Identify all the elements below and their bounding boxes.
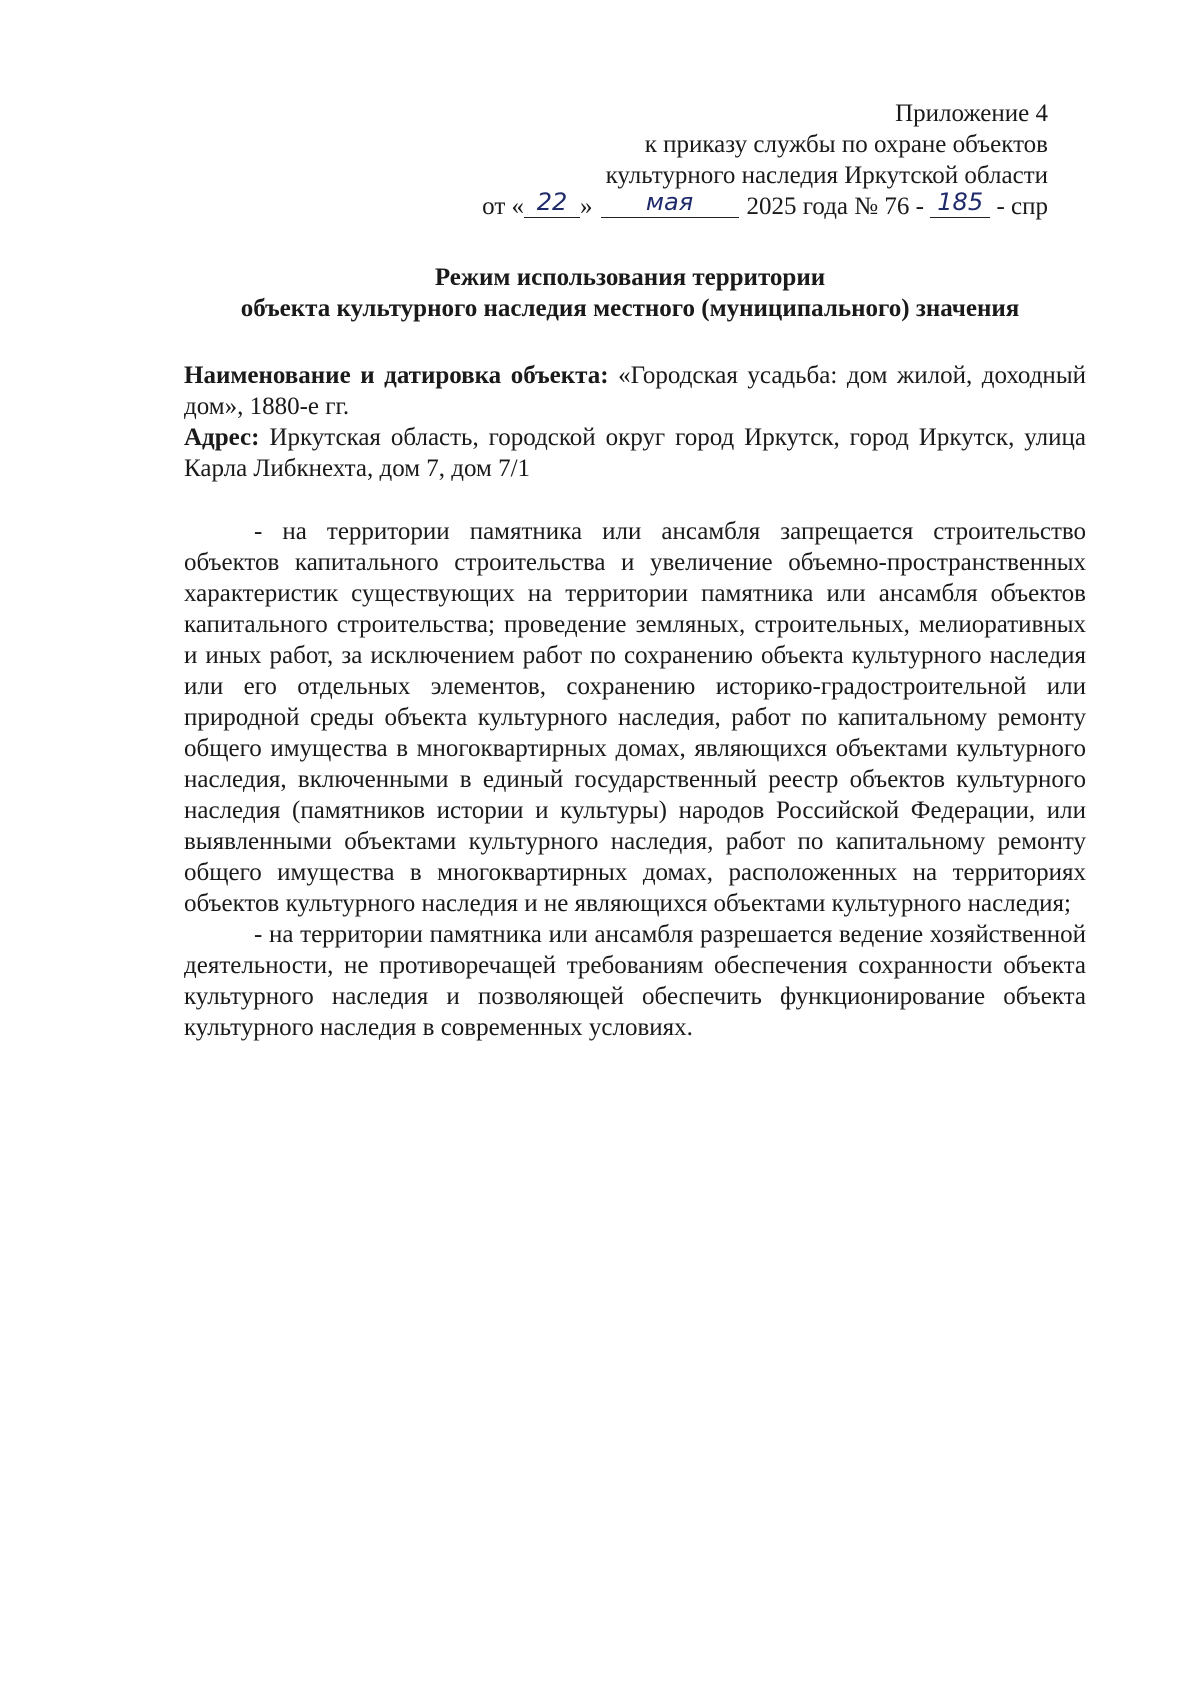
object-address-paragraph [184, 422, 1086, 484]
title-line-2: объекта культурного наследия местного (муниципального) значения [240, 295, 1020, 322]
order-reference: к приказу службы по охране объектов [644, 131, 1048, 158]
appendix-header [428, 98, 1048, 222]
number-suffix: - спр [996, 193, 1048, 220]
appendix-number: Приложение 4 [895, 100, 1048, 127]
handwritten-month: мая [645, 188, 694, 216]
object-name-value: «Городская усадьба: дом жилой, доходный дом», 1880-е гг. [184, 362, 1086, 420]
handwritten-day: 22 [536, 188, 568, 216]
prohibited-activities-paragraph: - на территории памятника или ансамбля запрещается строительство объектов капитального строительства и увеличение объемно-пространственных характеристик существующих на территории памятника или ансамбля объектов капитального строительства; проведение земляных, строительных, мелиоративных и иных работ, за исключением работ по сохранению объекта культурного наследия или его отдельных элементов, сохранению историко-градостроительной или природной среды объекта культурного наследия, работ по капитальному ремонту общего имущества в многоквартирных домах, являющихся объектами культурного наследия, включенными в единый государственный реестр объектов культурного наследия (памятников истории и культуры) народов Российской Федерации, или выявленными объектами культурного наследия, работ по капитальному ремонту общего имущества в многоквартирных домах, расположенных на территориях объектов культурного наследия и не являющихся объектами культурного наследия; [184, 518, 1086, 917]
object-address-value: Иркутская область, городской округ город Иркутск, город Иркутск, улица Карла Либкнехта, дом 7, дом 7/1 [184, 424, 1087, 482]
title-line-1: Режим использования территории [434, 264, 826, 291]
day-field [524, 188, 580, 218]
document-body [184, 360, 1086, 1043]
paragraph-spacer [184, 484, 1086, 516]
object-address-label: Адрес: [184, 424, 260, 451]
number-field [930, 188, 990, 218]
order-date-line [428, 188, 1048, 222]
date-quote-close: » [580, 193, 593, 220]
object-name-label: Наименование и датировка объекта: [184, 362, 609, 389]
document-title [180, 262, 1080, 324]
object-name-paragraph [184, 360, 1086, 422]
order-authority: культурного наследия Иркутской области [605, 162, 1048, 189]
permitted-activities-paragraph: - на территории памятника или ансамбля разрешается ведение хозяйственной деятельности, не противоречащей требованиям обеспечения сохранности объекта культурного наследия и позволяющей обеспечить функционирование объекта культурного наследия в современных условиях. [184, 921, 1086, 1041]
date-prefix: от « [482, 193, 525, 220]
year-and-number: 2025 года № 76 - [746, 193, 924, 220]
month-field [601, 188, 739, 218]
handwritten-number: 185 [937, 188, 984, 216]
